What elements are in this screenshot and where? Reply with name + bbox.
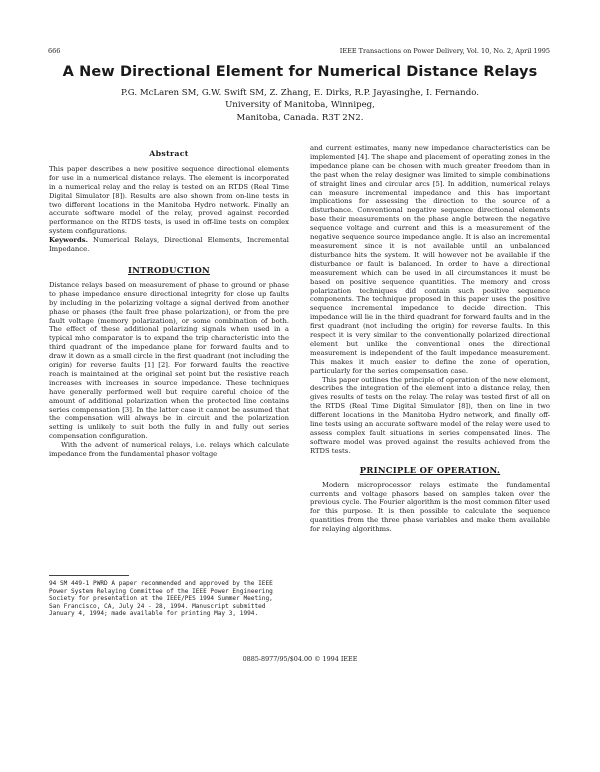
abstract-text: This paper describes a new positive sequence directional elements for use in a numerical distance relays. The element is incorporated in a numerical relay and the relay is tested on an RTDS (Real Time Digital Simulator [8]). Results are also shown from on-line tests in two different locations in the Manitoba Hydro network. Finally an accurate software model of the relay, proved against recorded performance on the RTDS tests, is used in off-line tests on complex system configurations. <box>49 164 289 236</box>
principle-paragraph-1: Modern microprocessor relays estimate the fundamental currents and voltage phasors based on samples taken over the previous cycle. The Fourier algorithm is the most common filter used for this purpose. It is then possible to calculate the sequence quantities from the three phase variables and make them available for relaying algorithms. <box>310 480 550 534</box>
page-number: 666 <box>48 47 61 55</box>
author-names: P.G. McLaren SM, G.W. Swift SM, Z. Zhang, E. Dirks, R.P. Jayasinghe, I. Fernando. <box>121 88 479 98</box>
keywords-text: Numerical Relays, Directional Elements, Incremental Impedance. <box>49 236 289 254</box>
paper-title: A New Directional Element for Numerical Distance Relays <box>62 64 538 80</box>
principle-heading: PRINCIPLE OF OPERATION. <box>359 464 501 475</box>
author-block <box>40 87 560 124</box>
copyright-line: 0885-8977/95/$04.00 © 1994 IEEE <box>242 655 358 663</box>
footnote: 94 SM 449-1 PWRD A paper recommended and approved by the IEEE Power System Relaying Committee of the IEEE Power Engineering Society for presentation at the IEEE/PES 1994 Summer Meeting, San Francisco, CA, July 24 - 28, 1994. Manuscript submitted January 4, 1994; made available for printing May 3, 1994. <box>49 580 273 618</box>
left-column <box>49 144 289 459</box>
introduction-paragraph-2: With the advent of numerical relays, i.e. relays which calculate impedance from the fundamental phasor voltage <box>49 441 289 459</box>
right-column <box>310 144 550 534</box>
introduction-heading: INTRODUCTION <box>128 264 210 275</box>
right-paragraph-2: This paper outlines the principle of operation of the new element, describes the integration of the element into a distance relay, then gives results of tests on the relay. The relay was tested first of all on the RTDS (Real Time Digital Simulator [8]), then on line in two different locations in the Manitoba Hydro network, and finally off-line tests using an accurate software model of the relay were used to assess complex fault situations in series compensated lines. The software model was proved against the results achieved from the RTDS tests. <box>310 375 550 455</box>
right-paragraph-1: and current estimates, many new impedance characteristics can be implemented [4]. The shape and placement of operating zones in the impedance plane can be chosen with much greater freedom than in the past when the relay designer was limited to simple combinations of straight lines and circular arcs [5]. In addition, numerical relays can measure incremental impedance and this has important implications for assessing the direction to the source of a disturbance. Conventional negative sequence directional elements base their measurements on the phase angle between the negative sequence voltage and current and this is a measurement of the negative sequence source impedance angle. It is also an incremental measurement since it is not available until an unbalanced disturbance hits the system. It will however not be available if the disturbance or fault is balanced. In order to have a directional measurement which can be used in all circumstances it must be based on positive sequence quantities. The memory and cross polarization techniques did contain such positive sequence components. The technique proposed in this paper uses the positive sequence incremental impedance to decide direction. This impedance will lie in the third quadrant for forward faults and in the first quadrant (not including the origin) for reverse faults. In this respect it is very similar to the conventionally polarized directional element but unlike the conventional ones the directional measurement is independent of the fault impedance measurement. This makes it much easier to define the zone of operation, particularly for the series compensation case. <box>310 144 550 375</box>
introduction-paragraph-1: Distance relays based on measurement of phase to ground or phase to phase impedance ensure directional integrity for close up faults by including in the polarizing voltage a signal derived from another phase or phases (the fault free phase polarization), or from the pre fault voltage (memory polarization), or some combination of both. The effect of these additional polarizing signals when used in a typical mho comparator is to expand the trip characteristic into the third quadrant of the impedance plane for forward faults and to draw it down as a small circle in the first quadrant (not including the origin) for reverse faults [1] [2]. For forward faults the reactive reach is maintained at the original set point but the resistive reach increases with increases in source impedance. These techniques have generally performed well but require careful choice of the amount of additional polarization when the protected line contains series compensation [3]. In the latter case it cannot be assumed that the compensation will always be in circuit and the polarization setting is unlikely to suit both the fully in and fully out series compensation configuration. <box>49 280 289 441</box>
author-address: Manitoba, Canada. R3T 2N2. <box>236 112 364 123</box>
author-affiliation: University of Manitoba, Winnipeg, <box>225 100 375 111</box>
footnote-divider <box>49 575 129 576</box>
keywords-label: Keywords. <box>49 236 88 245</box>
journal-header: IEEE Transactions on Power Delivery, Vol. 10, No. 2, April 1995 <box>339 47 550 55</box>
keywords-line <box>49 236 289 254</box>
abstract-heading: Abstract <box>149 149 189 158</box>
